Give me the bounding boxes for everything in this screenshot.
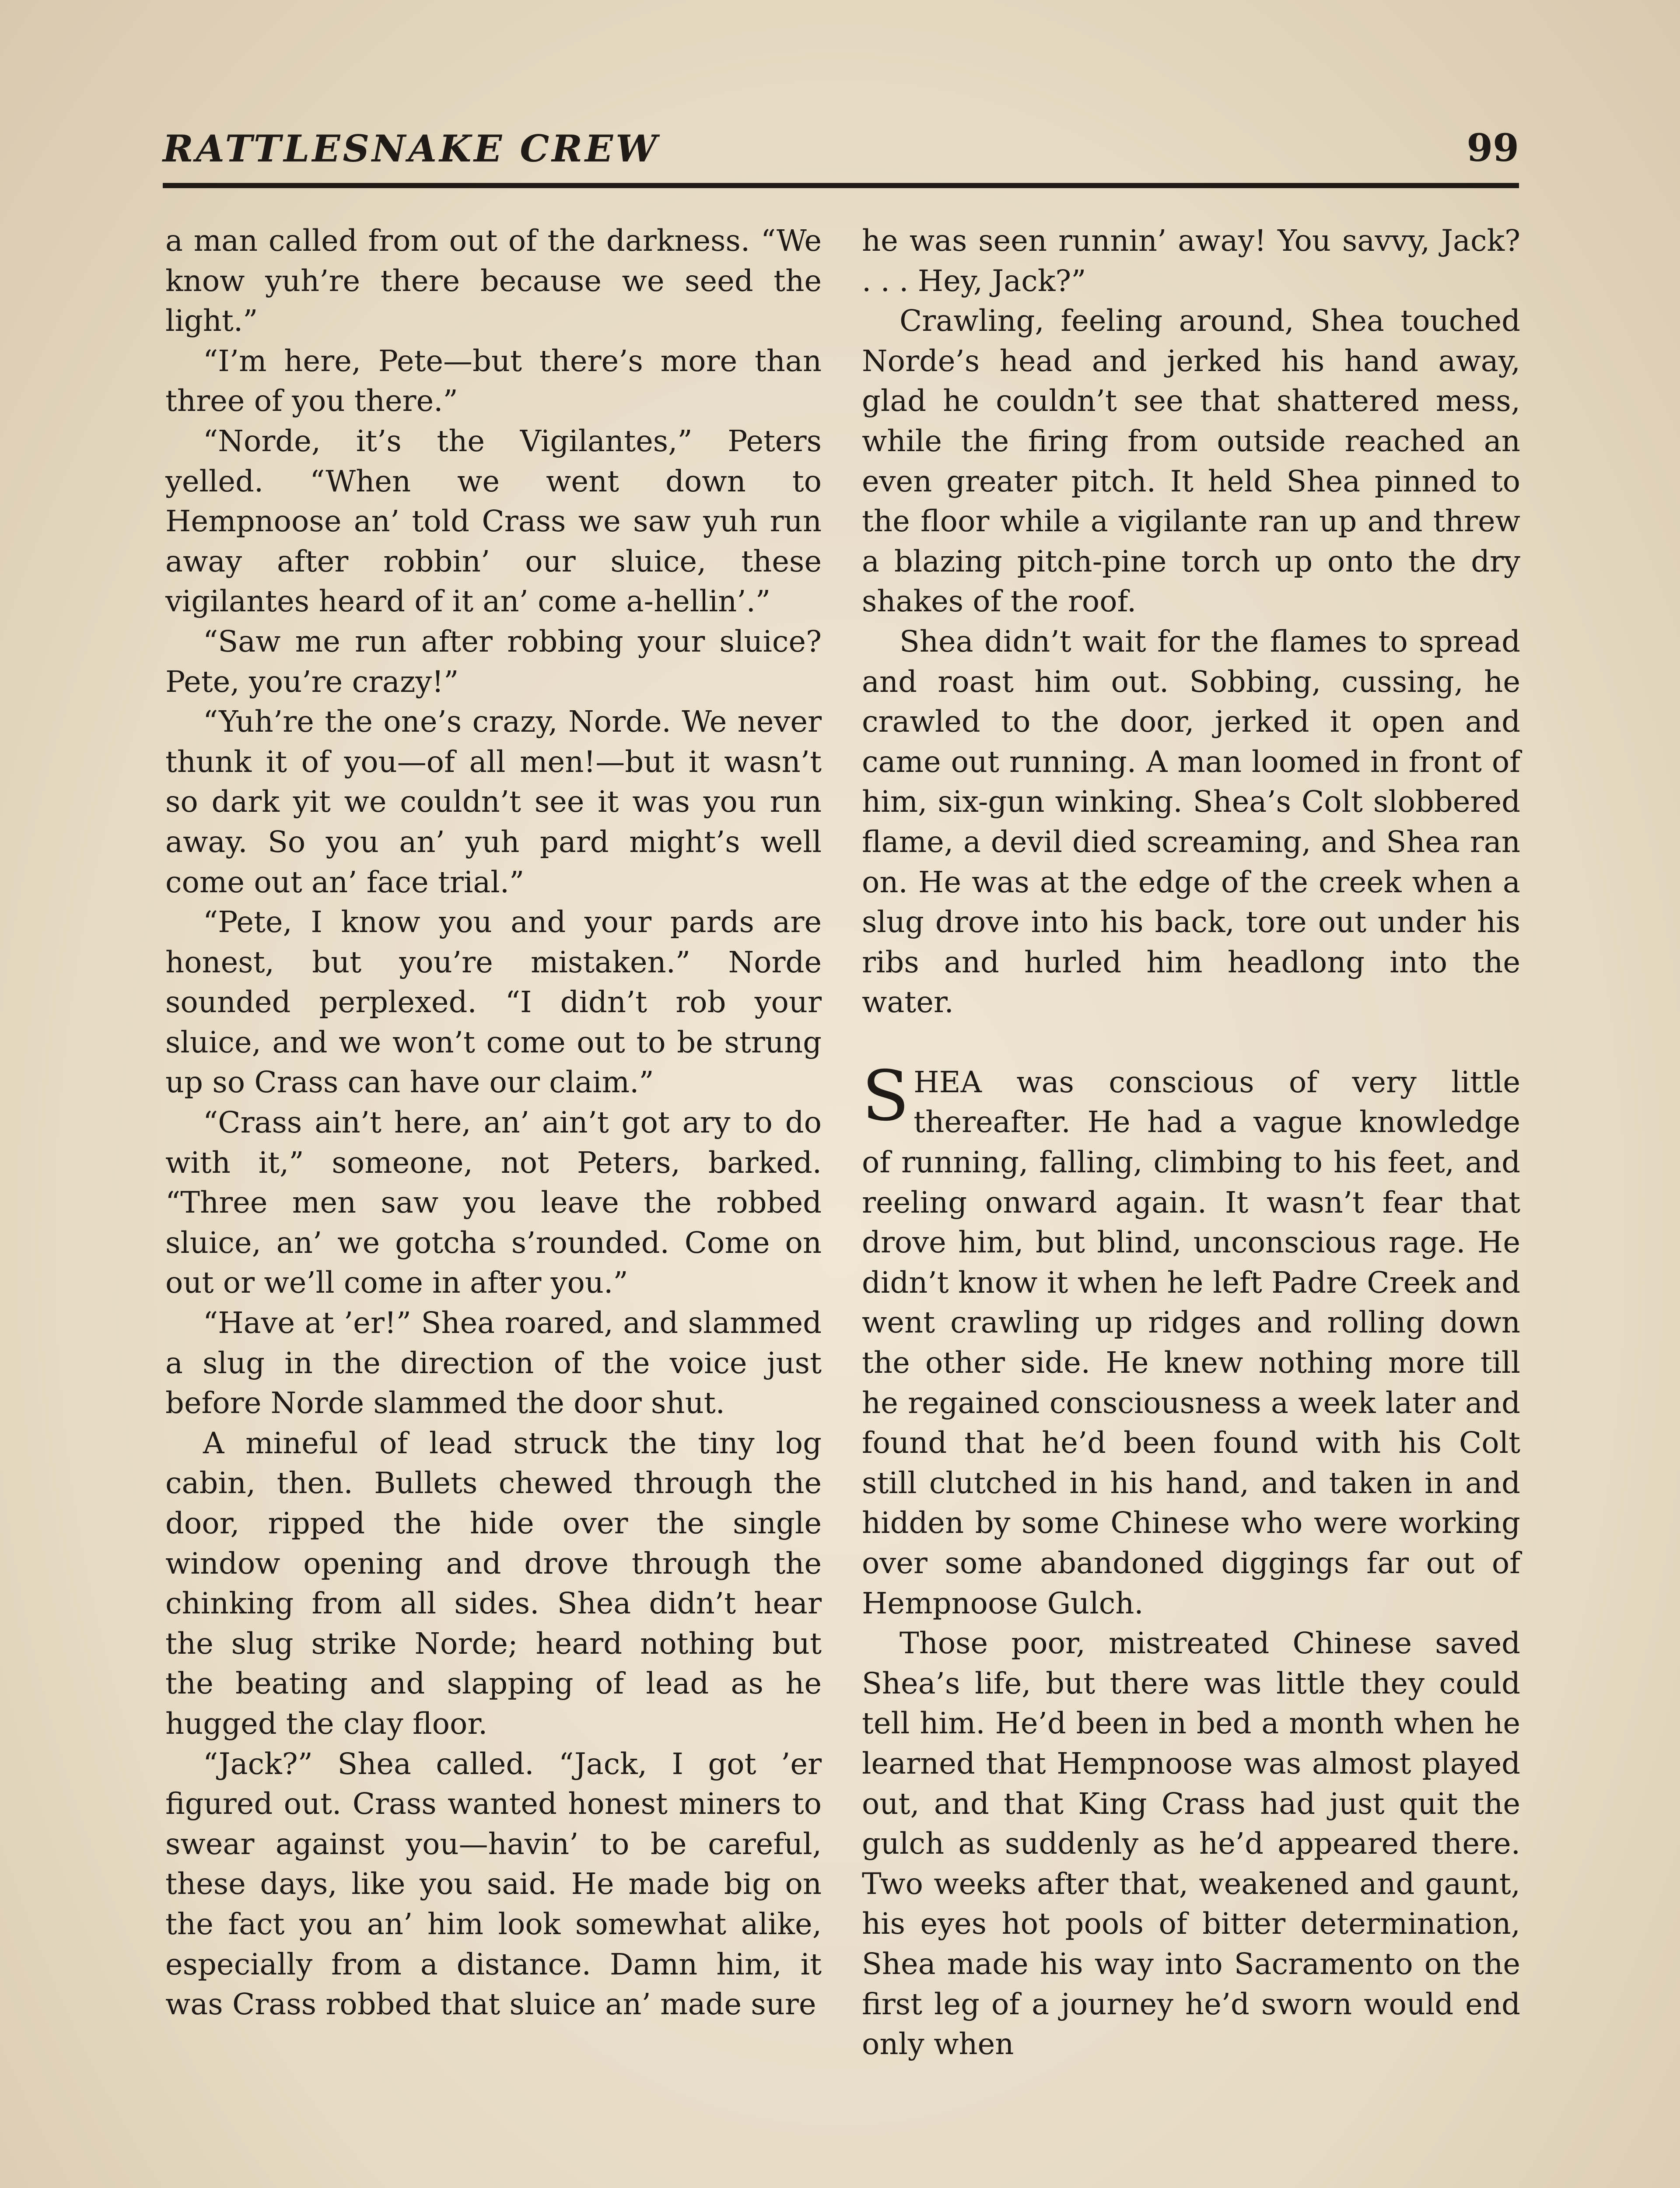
paragraph: “Yuh’re the one’s crazy, Norde. We never thunk it of you—of all men!—but it wasn’t so dark yit we couldn’t see it was you run away. So you an’ yuh pard might’s well come out an’ face trial.”: [165, 705, 822, 899]
paragraph: “Crass ain’t here, an’ ain’t got ary to do with it,” someone, not Peters, barked. “Three men saw you leave the robbed sluice, an’ we gotcha s’rounded. Come on out or we’ll come in after you.”: [165, 1105, 822, 1300]
paragraph: “Pete, I know you and your pards are honest, but you’re mistaken.” Norde sounded perplexed. “I didn’t rob your sluice, and we won’t come out to be strung up so Crass can have our claim.”: [165, 905, 822, 1100]
paragraph: “Norde, it’s the Vigilantes,” Peters yelled. “When we went down to Hempnoose an’ told Crass we saw yuh run away after robbin’ our sluice, these vigilantes heard of it an’ come a-hellin’.”: [165, 424, 822, 619]
paragraph: “Saw me run after robbing your sluice? Pete, you’re crazy!”: [165, 624, 822, 699]
paragraph: he was seen runnin’ away! You savvy, Jack? . . . Hey, Jack?”: [862, 224, 1520, 298]
paragraph: “Jack?” Shea called. “Jack, I got ’er figured out. Crass wanted honest miners to swear against you—havin’ to be careful, these days, like you said. He made big on the fact you an’ him look somewhat alike, especially from a distance. Damn him, it was Crass robbed that sluice an’ made sure: [165, 1746, 822, 2022]
paragraph: Those poor, mistreated Chinese saved Shea’s life, but there was little they could tell him. He’d been in bed a month when he learned that Hempnoose was almost played out, and that King Crass had just quit the gulch as suddenly as he’d appeared there. Two weeks after that, weakened and gaunt, his eyes hot pools of bitter determination, Shea made his way into Sacramento on the first leg of a journey he’d sworn would end only when: [862, 1626, 1520, 2062]
running-head: [163, 122, 1519, 188]
paragraph: Crawling, feeling around, Shea touched Norde’s head and jerked his hand away, glad he couldn’t see that shattered mess, while the firing from outside reached an even greater pitch. It held Shea pinned to the floor while a vigilante ran up and threw a blazing pitch-pine torch up onto the dry shakes of the roof.: [862, 304, 1520, 619]
paragraph: Shea didn’t wait for the flames to spread and roast him out. Sobbing, cussing, he crawled to the door, jerked it open and came out running. A man loomed in front of him, six-gun winking. Shea’s Colt slobbered flame, a devil died screaming, and Shea ran on. He was at the edge of the creek when a slug drove into his back, tore out under his ribs and hurled him headlong into the water.: [862, 624, 1520, 1020]
page-number: 99: [1466, 126, 1519, 170]
left-column: [165, 221, 822, 2025]
drop-cap: S: [862, 1055, 910, 1136]
section-opening-paragraph: [862, 1055, 1520, 1623]
section-opening-text: HEA was conscious of very little thereafter. He had a vague knowledge of running, falling, climbing to his feet, and reeling onward again. It wasn’t fear that drove him, but blind, unconscious rage. He didn’t know it when he left Padre Creek and went crawling up ridges and rolling down the other side. He knew nothing more till he regained consciousness a week later and found that he’d been found with his Colt still clutched in his hand, and taken in and hidden by some Chinese who were working over some abandoned diggings far out of Hempnoose Gulch.: [862, 1065, 1520, 1620]
running-title: RATTLESNAKE CREW: [163, 127, 660, 170]
paragraph: “Have at ’er!” Shea roared, and slammed a slug in the direction of the voice just before Norde slammed the door shut.: [165, 1306, 822, 1420]
right-column: [862, 221, 1520, 2065]
paragraph: a man called from out of the darkness. “We know yuh’re there because we seed the light.”: [165, 224, 822, 338]
paragraph: A mineful of lead struck the tiny log cabin, then. Bullets chewed through the door, ripped the hide over the single window opening and drove through the chinking from all sides. Shea didn’t hear the slug strike Norde; heard nothing but the beating and slapping of lead as he hugged the clay floor.: [165, 1426, 822, 1741]
paragraph: “I’m here, Pete—but there’s more than three of you there.”: [165, 344, 822, 418]
